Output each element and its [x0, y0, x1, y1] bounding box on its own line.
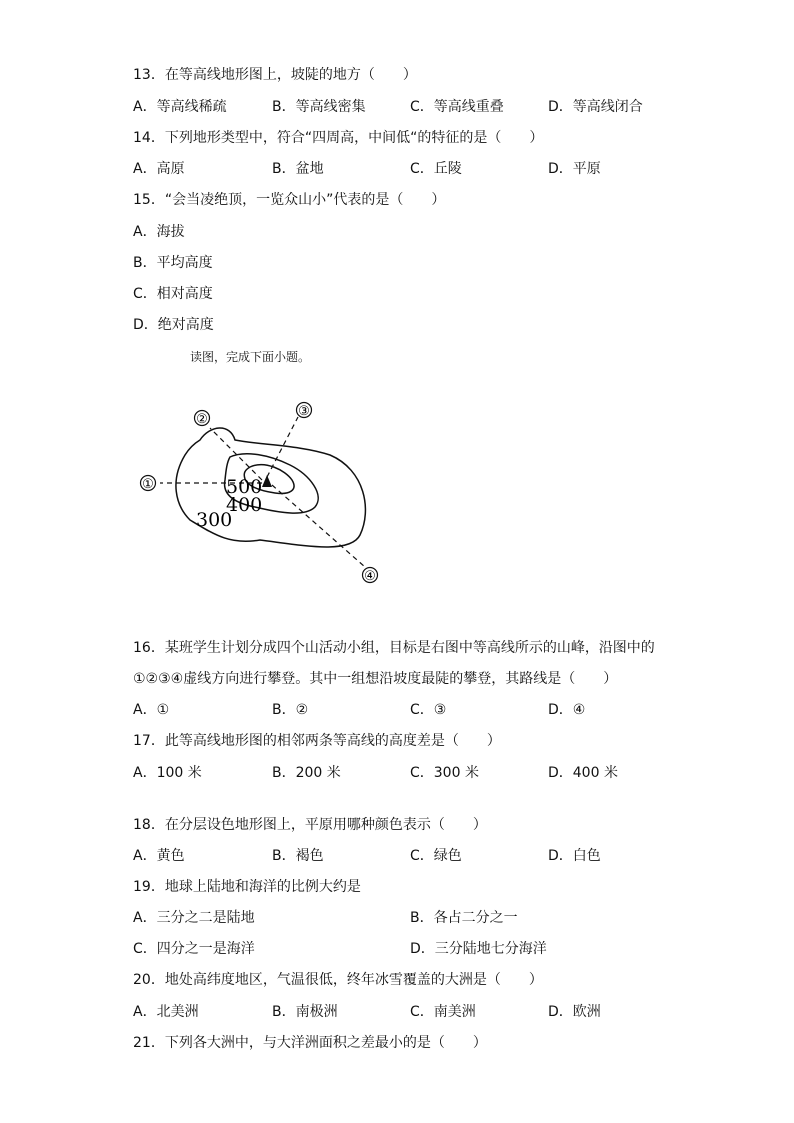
q13-option-b: B．等高线密集 — [272, 99, 366, 115]
q20-option-d: D．欧洲 — [548, 1004, 601, 1020]
question-19-stem: 19．地球上陆地和海洋的比例大约是 — [133, 879, 361, 895]
q18-option-c: C．绿色 — [410, 848, 462, 864]
contour-map-figure — [130, 395, 390, 595]
q15-option-d: D．绝对高度 — [133, 317, 214, 333]
q14-option-d: D．平原 — [548, 161, 601, 177]
q18-option-b: B．褐色 — [272, 848, 324, 864]
q16-option-d: D．④ — [548, 702, 586, 718]
svg-text:④: ④ — [364, 569, 376, 584]
q18-option-a: A．黄色 — [133, 848, 185, 864]
q14-option-c: C．丘陵 — [410, 161, 462, 177]
svg-text:②: ② — [196, 412, 208, 427]
q17-option-b: B．200 米 — [272, 765, 341, 781]
q14-option-a: A．高原 — [133, 161, 185, 177]
q17-option-c: C．300 米 — [410, 765, 479, 781]
q16-option-b: B．② — [272, 702, 309, 718]
q19-option-c: C．四分之一是海洋 — [133, 941, 255, 957]
q17-option-d: D．400 米 — [548, 765, 618, 781]
svg-text:③: ③ — [298, 404, 310, 419]
q20-option-c: C．南美洲 — [410, 1004, 476, 1020]
q15-option-a: A．海拔 — [133, 224, 185, 240]
question-18-stem: 18．在分层设色地形图上，平原用哪种颜色表示（ ） — [133, 817, 487, 833]
q13-option-a: A．等高线稀疏 — [133, 99, 227, 115]
contour-label-300: 300 — [196, 509, 233, 531]
route-marker-4 — [363, 568, 378, 585]
contour-label-500: 500 — [226, 476, 263, 498]
q19-option-d: D．三分陆地七分海洋 — [410, 941, 547, 957]
contour-label-400: 400 — [226, 494, 263, 516]
q18-option-d: D．白色 — [548, 848, 601, 864]
question-13-stem: 13．在等高线地形图上，坡陡的地方（ ） — [133, 67, 417, 83]
question-17-stem: 17．此等高线地形图的相邻两条等高线的高度差是（ ） — [133, 733, 501, 749]
question-16-stem-cont: ①②③④虚线方向进行攀登。其中一组想沿坡度最陡的攀登，其路线是（ ） — [133, 671, 618, 687]
route-marker-1 — [141, 476, 156, 493]
q14-option-b: B．盆地 — [272, 161, 324, 177]
q19-option-a: A．三分之二是陆地 — [133, 910, 255, 926]
svg-text:①: ① — [142, 477, 154, 492]
question-14-stem: 14．下列地形类型中，符合“四周高，中间低“的特征的是（ ） — [133, 130, 544, 146]
route-marker-3 — [297, 403, 312, 420]
q15-option-b: B．平均高度 — [133, 255, 213, 271]
q16-option-a: A．① — [133, 702, 170, 718]
question-15-stem: 15．“会当凌绝顶，一览众山小”代表的是（ ） — [133, 192, 446, 208]
q13-option-d: D．等高线闭合 — [548, 99, 643, 115]
q16-option-c: C．③ — [410, 702, 447, 718]
route-marker-2 — [195, 411, 210, 428]
question-16-stem: 16．某班学生计划分成四个山活动小组，目标是右图中等高线所示的山峰，沿图中的 — [133, 640, 655, 656]
q19-option-b: B．各占二分之一 — [410, 910, 518, 926]
q20-option-a: A．北美洲 — [133, 1004, 199, 1020]
q15-option-c: C．相对高度 — [133, 286, 213, 302]
q20-option-b: B．南极洲 — [272, 1004, 338, 1020]
q17-option-a: A．100 米 — [133, 765, 202, 781]
question-21-stem: 21．下列各大洲中，与大洋洲面积之差最小的是（ ） — [133, 1035, 487, 1051]
q13-option-c: C．等高线重叠 — [410, 99, 504, 115]
figure-caption: 读图，完成下面小题。 — [190, 350, 311, 364]
question-20-stem: 20．地处高纬度地区，气温很低，终年冰雪覆盖的大洲是（ ） — [133, 972, 543, 988]
